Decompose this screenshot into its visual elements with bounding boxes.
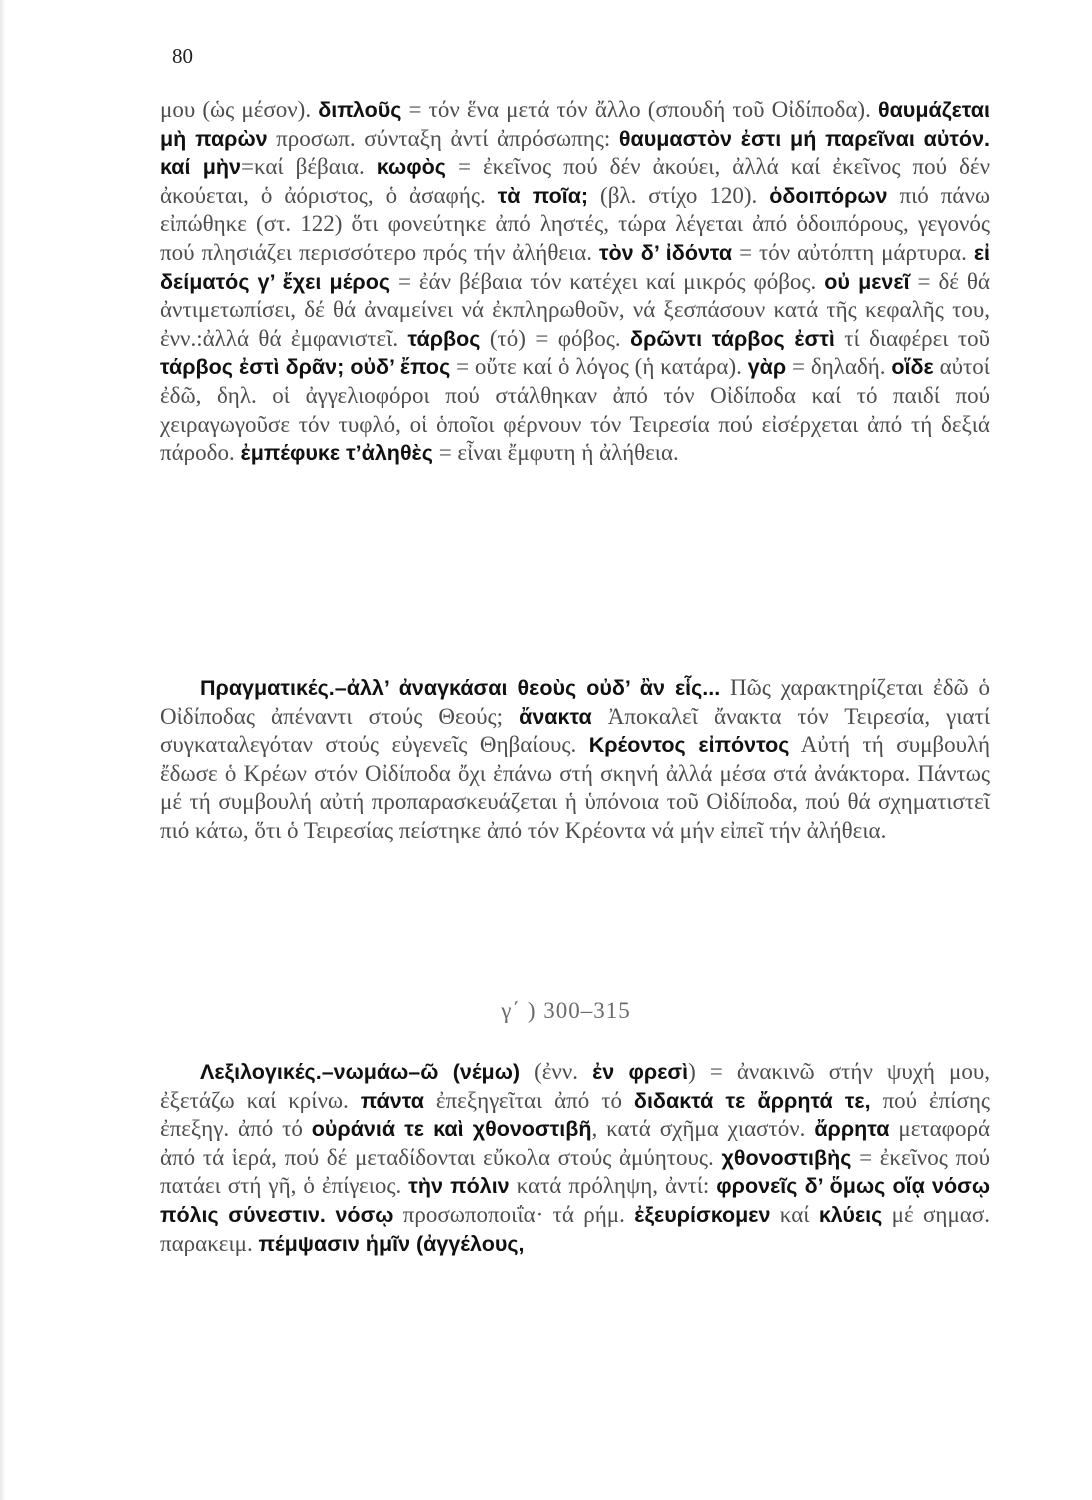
commentary-text: Αὐτή τή συμβουλή ἔδωσε ὁ Κρέων στόν Οἰδίποδα ὄχι ἐπάνω στή σκηνή ἀλλά μέσα στά ἀνάκτορα. Πάντως μέ τή συμβουλή αὐτή προπαρασκευάζεται ἡ ὑπόνοια τοῦ Οἰδίποδα, πού θά σχηματιστεῖ πιό κάτω, ὅτι ὁ Τειρεσίας πείστηκε ἀπό τόν Κρέοντα νά μήν εἰπεῖ τήν ἀλήθεια. <box>160 732 990 843</box>
lemma-bold: κωφὸς <box>376 155 446 180</box>
commentary-text: = δηλαδή. <box>786 354 892 380</box>
commentary-text: = ἐκεῖνος πού δέν ἀκούει, ἀλλά καί ἐκεῖνος πού δέν ἀκούεται, ὁ ἀόριστος, ὁ ἀσαφής. <box>160 154 990 208</box>
commentary-text: = οὔτε καί ὁ λόγος (ἡ κατάρα). <box>450 354 748 380</box>
lemma-bold: διπλοῦς <box>318 98 402 122</box>
commentary-text: ἐπεξηγεῖται ἀπό τό <box>423 1087 634 1113</box>
lemma-bold: τάρβος <box>407 326 481 351</box>
commentary-text: (βλ. στίχο 120). <box>588 182 770 208</box>
lemma-bold: ἄρρητα <box>814 1117 890 1142</box>
scan-edge-shadow <box>0 0 6 1500</box>
commentary-paragraph-1 <box>160 96 990 468</box>
commentary-paragraph-2 <box>160 674 990 846</box>
lemma-bold: δρῶντι τάρβος ἐστὶ <box>630 326 835 351</box>
lemma-bold: Κρέοντος εἰπόντος <box>588 733 790 758</box>
lemma-bold: πάντα <box>360 1088 424 1113</box>
lemma-bold: διδακτά τε ἄρρητά τε, <box>633 1088 871 1113</box>
commentary-text: προσωποποιΐα· τά ρήμ. <box>393 1201 635 1227</box>
commentary-text: Ἀποκαλεῖ ἄνακτα τόν Τειρεσία, γιατί συγκαταλεγόταν στούς εὐγενεῖς Θηβαίους. <box>160 703 991 758</box>
lemma-bold: οὐ μενεῖ <box>824 269 910 294</box>
commentary-text: μέ σημασ. παρακειμ. <box>160 1201 990 1256</box>
lemma-bold: τὴν πόλιν <box>408 1174 510 1199</box>
commentary-text: μου (ὡς μέσον). <box>160 97 319 122</box>
lemma-bold: γὰρ <box>747 355 787 380</box>
commentary-text: ) = ἀνακινῶ στήν ψυχή μου, ἐξετάζω καί κρίνω. <box>160 1059 990 1113</box>
lemma-bold: ἐξευρίσκομεν <box>634 1202 771 1227</box>
commentary-text: μεταφορά ἀπό τά ἱερά, πού δέ μεταδίδονται εὔκολα στούς ἀμύητους. <box>160 1116 990 1170</box>
commentary-text: =καί βέβαια. <box>240 154 377 180</box>
lemma-bold: Πραγματικές.–ἀλλ’ ἀναγκάσαι θεοὺς οὐδ’ ἂν εἷς... <box>200 676 721 700</box>
commentary-text: πιό πάνω εἰπώθηκε (στ. 122) ὅτι φονεύτηκε ἀπό ληστές, τώρα λέγεται ἀπό ὁδοιπόρους, γεγονός πού πλησιάζει περισσότερο πρός τήν ἀλήθεια. <box>160 182 990 265</box>
commentary-text: Πῶς χαρακτηρίζεται ἐδῶ ὁ Οἰδίποδας ἀπέναντι στούς Θεούς; <box>160 675 991 729</box>
lemma-bold: τάρβος ἐστὶ δρᾶν; οὐδ’ ἔπος <box>160 355 451 380</box>
lemma-bold: χθονοστιβὴς <box>721 1145 852 1170</box>
lemma-bold: Λεξιλογικές.–νωμάω–ῶ (νέμω) <box>200 1060 521 1084</box>
lemma-bold: εἰ δείματός γ’ ἔχει μέρος <box>160 240 990 294</box>
commentary-text: (ἐνν. <box>520 1059 593 1084</box>
lemma-bold: πέμψασιν ἡμῖν (ἀγγέλους, <box>258 1231 525 1256</box>
lemma-bold: θαυμάζεται μὴ παρὼν <box>160 98 990 151</box>
commentary-text: καί <box>770 1201 819 1227</box>
page-number: 80 <box>172 44 193 68</box>
lemma-bold: ἄνακτα <box>519 704 592 729</box>
commentary-text: τί διαφέρει τοῦ <box>834 325 990 351</box>
commentary-text: = εἶναι ἔμφυτη ἡ ἀλήθεια. <box>432 440 679 466</box>
commentary-text: , κατά σχῆμα χιαστόν. <box>591 1116 815 1142</box>
lemma-bold: κλύεις <box>818 1202 883 1227</box>
lemma-bold: τὸν δ’ ἰδόντα <box>598 240 733 265</box>
section-heading <box>0 998 1092 1024</box>
commentary-text: = ἐκεῖνος πού πατάει στή γῆ, ὁ ἐπίγειος. <box>160 1144 990 1199</box>
commentary-text: = ἐάν βέβαια τόν κατέχει καί μικρός φόβος. <box>390 268 825 294</box>
section-heading-text: γ΄ ) 300–315 <box>501 998 631 1023</box>
lemma-bold: οἵδε <box>891 355 934 380</box>
lemma-bold: οὐράνιά τε καὶ χθονοστιβῆ <box>311 1117 592 1142</box>
commentary-text: κατά πρόληψη, ἀντί: <box>509 1173 717 1199</box>
commentary-text: = δέ θά ἀντιμετωπίσει, δέ θά ἀναμείνει νά ἐκπληρωθοῦν, νά ξεσπάσουν κατά τῆς κεφαλῆς του, ἐνν.:ἀλλά θά ἐμφανιστεῖ. <box>160 268 990 351</box>
commentary-text: πού ἐπίσης ἐπεξηγ. ἀπό τό <box>160 1087 990 1142</box>
lemma-bold: ἐν φρεσὶ <box>592 1060 689 1084</box>
lemma-bold: ἐμπέφυκε τ’ἀληθὲς <box>240 441 433 466</box>
commentary-text: (τό) = φόβος. <box>480 325 631 351</box>
commentary-text: = τόν ἕνα μετά τόν ἄλλο (σπουδή τοῦ Οἰδίποδα). <box>401 97 878 122</box>
lemma-bold: φρονεῖς δ’ ὅμως οἵᾳ νόσῳ πόλις σύνεστιν. νόσῳ <box>160 1174 990 1227</box>
lemma-bold: ὁδοιπόρων <box>769 183 888 208</box>
commentary-text: προσωπ. σύνταξη ἀντί ἀπρόσωπης: <box>267 125 619 151</box>
commentary-text: = τόν αὐτόπτη μάρτυρα. <box>732 239 974 265</box>
commentary-paragraph-3 <box>160 1058 990 1258</box>
lemma-bold: τὰ ποῖα; <box>497 183 589 208</box>
commentary-text: αὐτοί ἐδῶ, δηλ. οἱ ἀγγελιοφόροι πού στάλθηκαν ἀπό τόν Οἰδίποδα καί τό παιδί πού χειραγωγοῦσε τόν τυφλό, οἱ ὁποῖοι φέρνουν τόν Τειρεσία πού εἰσέρχεται ἀπό τή δεξιά πάροδο. <box>160 354 990 466</box>
lemma-bold: θαυμαστὸν ἐστι μή παρεῖναι αὐτόν. καί μὴν <box>160 126 990 180</box>
